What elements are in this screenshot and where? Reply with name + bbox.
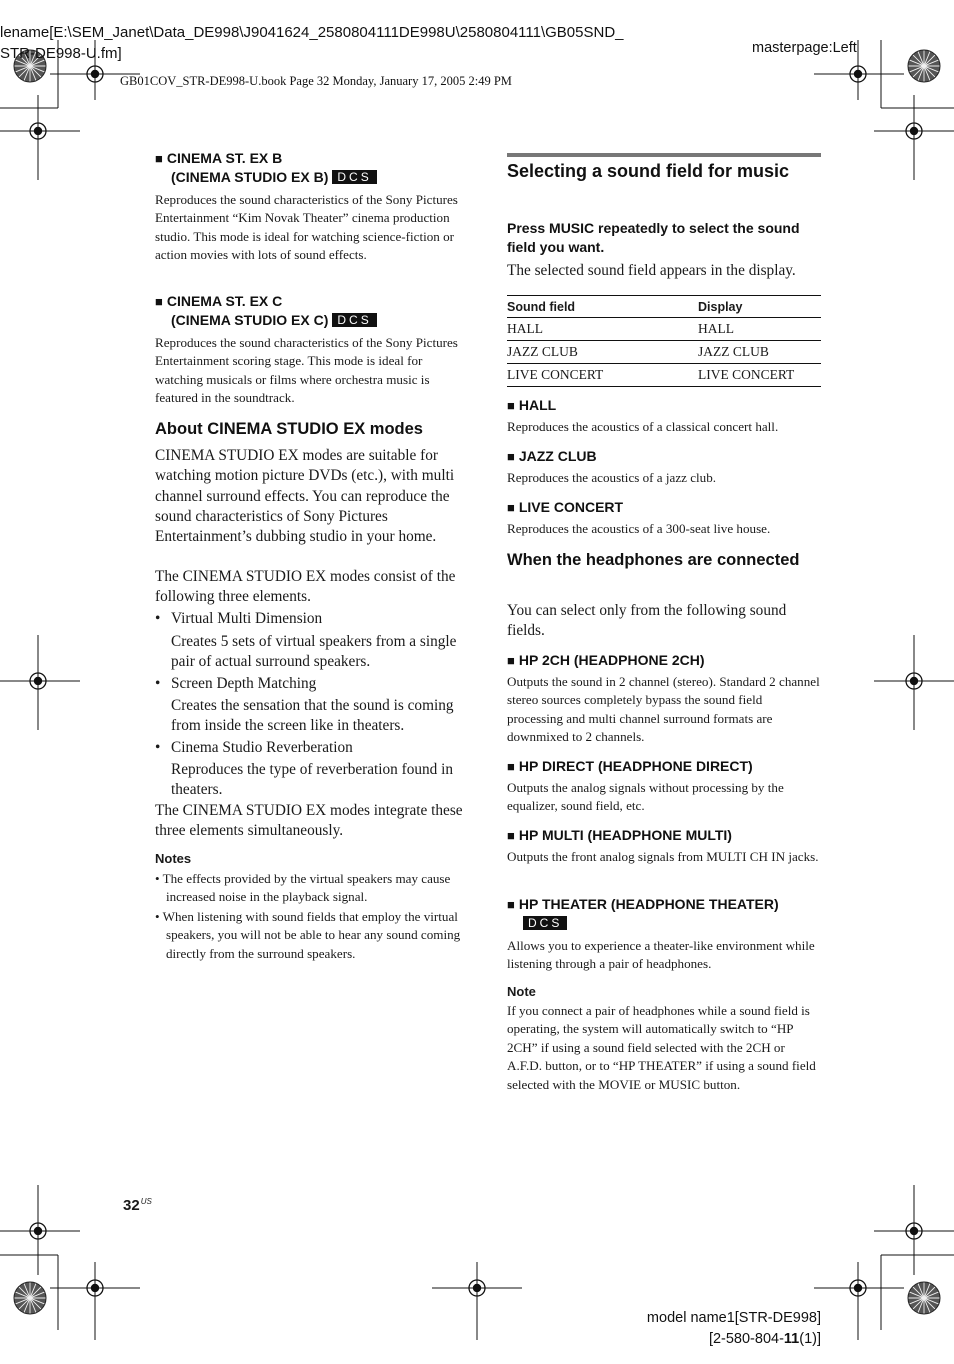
hp-multi-title: HP MULTI (HEADPHONE MULTI) [518,827,732,843]
table-cell: HALL [507,318,698,341]
bullet-1-desc: Creates 5 sets of virtual speakers from a single pair of actual surround speakers. [171,633,457,671]
field-live-heading: ■ LIVE CONCERT [507,499,624,515]
field-live-title: LIVE CONCERT [518,499,624,515]
model-line-1: model name1[STR-DE998] [646,1310,821,1326]
table-cell: LIVE CONCERT [507,364,698,387]
model-line-2-post: (1)] [799,1331,821,1347]
bullet-1: • Virtual Multi Dimension [155,610,323,627]
field-jazz-title: JAZZ CLUB [518,448,597,464]
hp-theater-body: Allows you to experience a theater-like environment while listening through a pair of headphones. [507,938,815,972]
hp-direct-body: Outputs the analog signals without processing by the equalizer, sound field, etc. [507,780,784,814]
notes-title: Notes [155,851,192,866]
table-header-sound-field: Sound field [507,296,698,318]
hp-2ch-heading: ■ HP 2CH (HEADPHONE 2CH) [507,652,705,668]
table-cell: JAZZ CLUB [507,341,698,364]
file-path-line2: STR-DE998-U.fm] [0,45,122,62]
field-hall-title: HALL [518,397,557,413]
field-hall-body: Reproduces the acoustics of a classical concert hall. [507,419,779,434]
table-cell: JAZZ CLUB [698,341,821,364]
hp-2ch-body: Outputs the sound in 2 channel (stereo). Standard 2 channel stereo sources completely bypass the sound field processing and multi channel surround formats are downmixed to 2 channels. [507,674,820,745]
ex-c-title-1: CINEMA ST. EX C [166,293,283,309]
table-cell: HALL [698,318,821,341]
file-path-line1: lename[E:\SEM_Janet\Data_DE998\J9041624_2580804111DE998U\2580804111\GB05SND_ [0,24,624,41]
headphones-heading: When the headphones are connected [507,551,800,569]
dcs-badge: DCS [332,170,376,184]
instruction-result: The selected sound field appears in the display. [507,262,796,279]
headphones-intro: You can select only from the following sound fields. [507,602,787,640]
note-body: If you connect a pair of headphones while a sound field is operating, the system will automatically switch to “HP 2CH” if using a sound field selected with the 2CH or A.F.D. button, or to “HP THEATER” if using a sound field selected with the MOVIE or MUSIC button. [507,1003,816,1092]
field-live-body: Reproduces the acoustics of a 300-seat live house. [507,521,771,536]
ex-b-title-1: CINEMA ST. EX B [166,150,283,166]
table-cell: LIVE CONCERT [698,364,821,387]
model-line-2 [709,1331,821,1347]
ex-b-body: Reproduces the sound characteristics of the Sony Pictures Entertainment “Kim Novak Theater” cinema production studio. This mode is ideal for watching science-fiction or action movies with lots of sound effects. [155,192,458,263]
ex-b-heading: ■ CINEMA ST. EX B (CINEMA STUDIO EX B) DCS [155,149,470,187]
hp-multi-body: Outputs the front analog signals from MULTI CH IN jacks. [507,849,819,864]
note-item-1-text: The effects provided by the virtual speakers may cause increased noise in the playback signal. [162,871,451,905]
hp-multi-heading: ■ HP MULTI (HEADPHONE MULTI) [507,827,732,843]
section-title: Selecting a sound field for music [507,161,790,181]
bullet-3-desc: Reproduces the type of reverberation found in theaters. [171,761,454,799]
field-jazz-heading: ■ JAZZ CLUB [507,448,597,464]
note-item-1: • The effects provided by the virtual speakers may cause increased noise in the playback signal. [155,871,451,905]
instruction: Press MUSIC repeatedly to select the sound field you want. [507,220,800,255]
ex-c-body: Reproduces the sound characteristics of the Sony Pictures Entertainment scoring stage. This mode is ideal for watching musicals or films where orchestra music is featured in the soundtrack. [155,335,458,406]
field-hall-heading: ■ HALL [507,397,557,413]
model-line-2-bold: 11 [783,1331,800,1347]
hp-theater-heading: ■ HP THEATER (HEADPHONE THEATER) DCS [507,896,779,930]
field-jazz-body: Reproduces the acoustics of a jazz club. [507,470,717,485]
note-item-2: • When listening with sound fields that employ the virtual speakers, you will not be able to hear any sound coming directly from the surround speakers. [155,909,461,961]
table-row [507,364,821,387]
bullet-1-title: Virtual Multi Dimension [171,610,323,627]
sound-field-table [507,295,821,387]
hp-2ch-title: HP 2CH (HEADPHONE 2CH) [518,652,705,668]
page-number-value: 32 [123,1197,140,1214]
file-path [0,22,624,64]
about-heading: About CINEMA STUDIO EX modes [155,420,423,438]
section-rule [507,153,821,157]
dcs-badge: DCS [332,313,376,327]
page-suffix: US [140,1197,152,1206]
page-number [123,1197,152,1214]
hp-direct-heading: ■ HP DIRECT (HEADPHONE DIRECT) [507,758,753,774]
bullet-3: • Cinema Studio Reverberation [155,739,353,756]
ex-c-title-2: (CINEMA STUDIO EX C) [171,312,329,328]
note-title: Note [507,984,536,999]
bullet-3-title: Cinema Studio Reverberation [171,739,353,756]
table-header-row [507,296,821,318]
about-para-3: The CINEMA STUDIO EX modes integrate these three elements simultaneously. [155,802,463,840]
table-row [507,318,821,341]
masterpage-label: masterpage:Left [752,40,857,56]
ex-b-title-2: (CINEMA STUDIO EX B) [171,169,329,185]
bullet-2: • Screen Depth Matching [155,675,317,692]
bullet-2-title: Screen Depth Matching [171,675,317,692]
ex-c-heading: ■ CINEMA ST. EX C (CINEMA STUDIO EX C) DCS [155,292,470,330]
bullet-2-desc: Creates the sensation that the sound is coming from inside the screen like in theaters. [171,697,454,735]
about-para-2: The CINEMA STUDIO EX modes consist of the following three elements. [155,568,456,606]
note-item-2-text: When listening with sound fields that employ the virtual speakers, you will not be able to hear any sound coming directly from the surround speakers. [162,909,461,961]
model-line-2-pre: [2-580-804- [708,1331,784,1347]
dcs-badge: DCS [523,916,567,930]
about-para-1: CINEMA STUDIO EX modes are suitable for watching motion picture DVDs (etc.), with multi channel surround effects. You can reproduce the sound characteristics of Sony Pictures Entertainment’s dubbing studio in your home. [155,447,455,546]
table-header-display: Display [698,296,821,318]
hp-direct-title: HP DIRECT (HEADPHONE DIRECT) [518,758,753,774]
table-row [507,341,821,364]
book-line: GB01COV_STR-DE998-U.book Page 32 Monday, January 17, 2005 2:49 PM [120,74,512,88]
hp-theater-title: HP THEATER (HEADPHONE THEATER) [518,896,779,912]
